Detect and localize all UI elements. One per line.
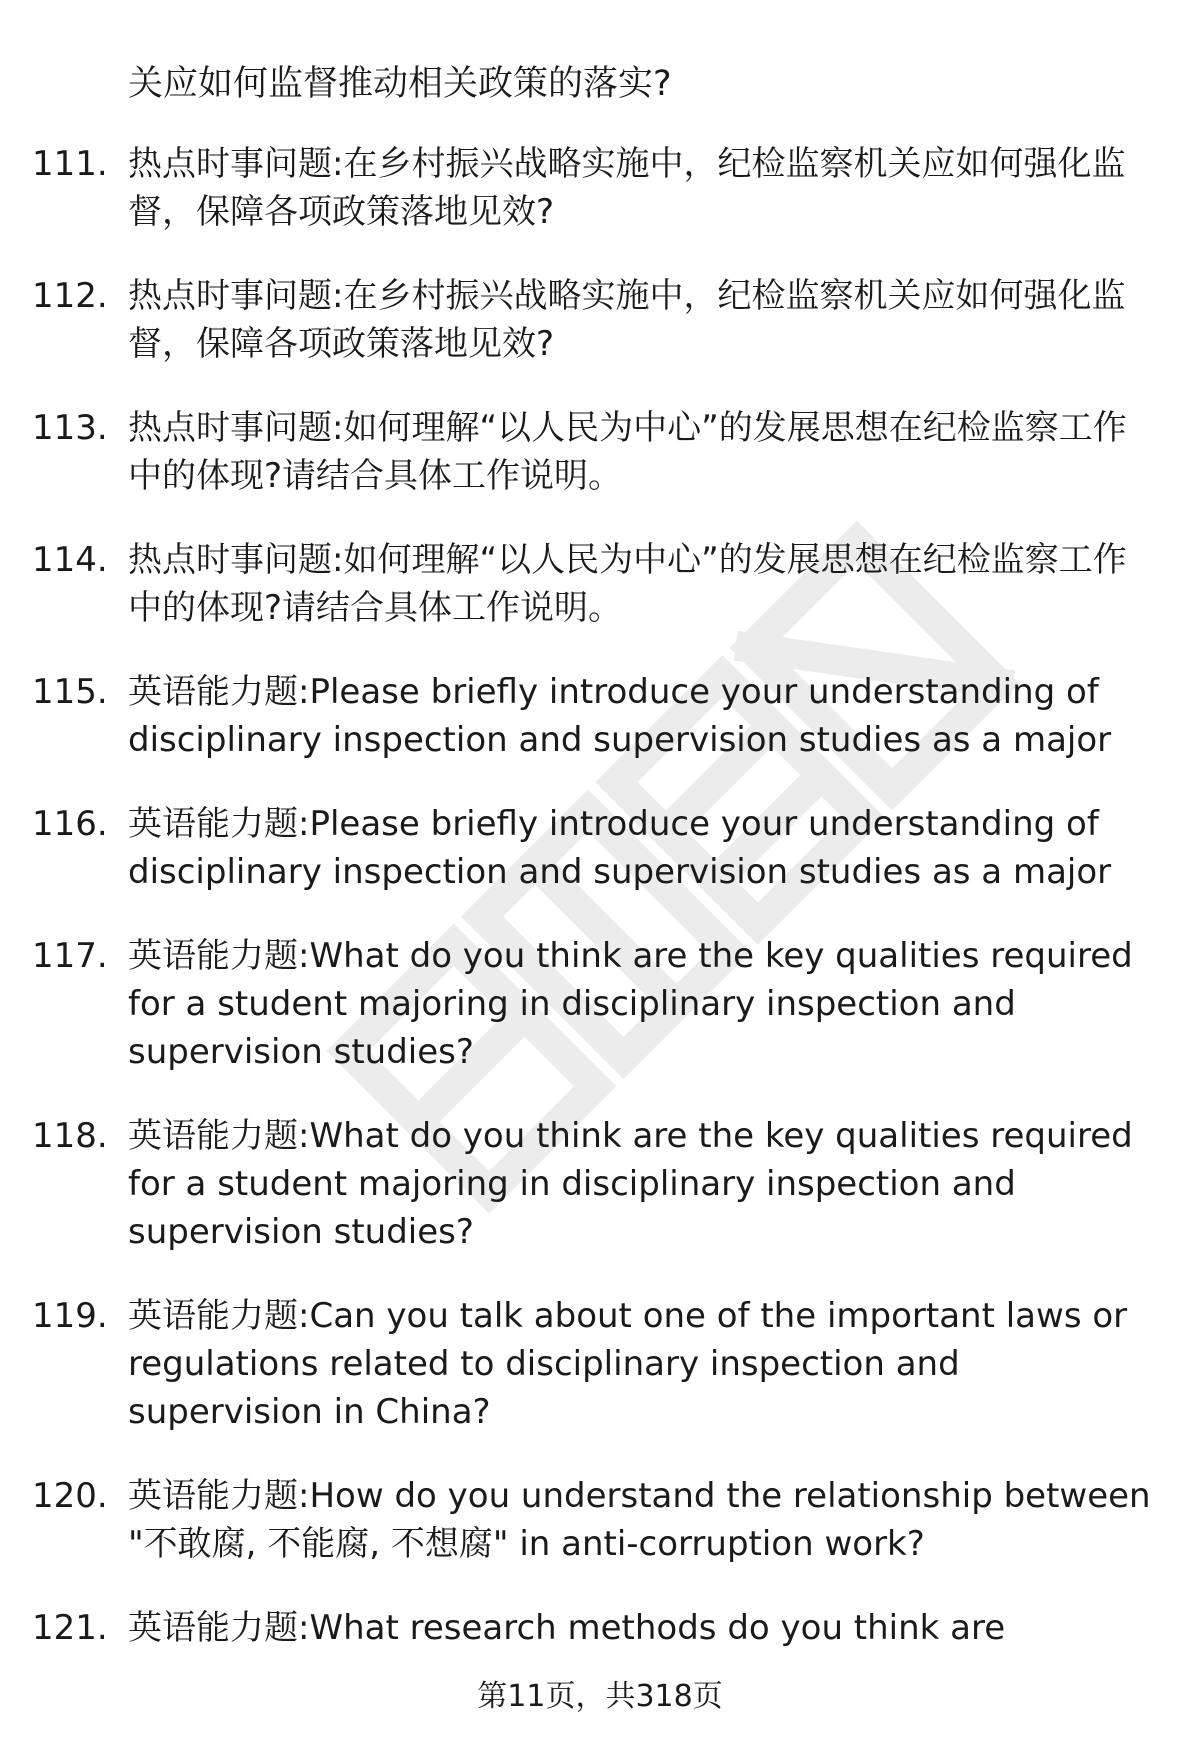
- question-body: What research methods do you think are: [309, 1608, 1006, 1648]
- question-body: Can you talk about one of the important laws or regulations related to disciplinary inspection and supervision in China?: [128, 1296, 1128, 1432]
- question-text: [128, 140, 1158, 236]
- question-category: 热点时事问题:: [128, 144, 344, 184]
- question-text: [128, 800, 1158, 896]
- question-number: 120.: [32, 1476, 108, 1516]
- question-number: 116.: [32, 804, 108, 844]
- question-text: [128, 668, 1158, 764]
- question-category: 热点时事问题:: [128, 408, 344, 448]
- list-item: [0, 404, 1200, 500]
- question-body: Please briefly introduce your understanding of disciplinary inspection and supervision studies as a major: [128, 672, 1112, 760]
- question-category: 热点时事问题:: [128, 540, 344, 580]
- question-number: 113.: [32, 408, 108, 448]
- list-item: [0, 800, 1200, 896]
- question-body: Please briefly introduce your understanding of disciplinary inspection and supervision studies as a major: [128, 804, 1112, 892]
- question-number: 111.: [32, 144, 108, 184]
- list-item: [0, 1604, 1200, 1652]
- question-body: What do you think are the key qualities required for a student majoring in disciplinary inspection and supervision studies?: [128, 1116, 1133, 1252]
- question-number: 112.: [32, 276, 108, 316]
- list-item: [0, 1292, 1200, 1436]
- question-category: 英语能力题:: [128, 1608, 310, 1648]
- question-text: [128, 1604, 1158, 1652]
- question-category: 热点时事问题:: [128, 276, 344, 316]
- question-number: 118.: [32, 1116, 108, 1156]
- question-body: How do you understand the relationship between "不敢腐, 不能腐, 不想腐" in anti-corruption work?: [128, 1476, 1151, 1564]
- question-number: 114.: [32, 540, 108, 580]
- question-text: [128, 536, 1158, 632]
- question-category: 英语能力题:: [128, 1296, 310, 1336]
- question-list: [0, 140, 1200, 1688]
- list-item: [0, 272, 1200, 368]
- question-category: 英语能力题:: [128, 936, 310, 976]
- list-item: [0, 140, 1200, 236]
- page-footer: 第11页，共318页: [477, 1679, 723, 1714]
- question-category: 英语能力题:: [128, 1476, 310, 1516]
- question-body: What do you think are the key qualities required for a student majoring in disciplinary inspection and supervision studies?: [128, 936, 1133, 1072]
- list-item: [0, 536, 1200, 632]
- list-item: [0, 668, 1200, 764]
- question-body: 在乡村振兴战略实施中，纪检监察机关应如何强化监督，保障各项政策落地见效?: [128, 144, 1126, 232]
- question-number: 117.: [32, 936, 108, 976]
- question-text: [128, 272, 1158, 368]
- question-category: 英语能力题:: [128, 1116, 310, 1156]
- list-item: [0, 932, 1200, 1076]
- question-category: 英语能力题:: [128, 804, 310, 844]
- continuation-text: 关应如何监督推动相关政策的落实?: [128, 64, 672, 104]
- question-text: [128, 1292, 1158, 1436]
- question-number: 121.: [32, 1608, 108, 1648]
- question-body: 如何理解“以人民为中心”的发展思想在纪检监察工作中的体现?请结合具体工作说明。: [128, 540, 1127, 628]
- question-text: [128, 932, 1158, 1076]
- question-number: 115.: [32, 672, 108, 712]
- question-text: [128, 404, 1158, 500]
- question-text: [128, 1472, 1158, 1568]
- question-body: 在乡村振兴战略实施中，纪检监察机关应如何强化监督，保障各项政策落地见效?: [128, 276, 1126, 364]
- question-body: 如何理解“以人民为中心”的发展思想在纪检监察工作中的体现?请结合具体工作说明。: [128, 408, 1127, 496]
- question-text: [128, 1112, 1158, 1256]
- list-item: [0, 1112, 1200, 1256]
- question-number: 119.: [32, 1296, 108, 1336]
- question-category: 英语能力题:: [128, 672, 310, 712]
- list-item: [0, 1472, 1200, 1568]
